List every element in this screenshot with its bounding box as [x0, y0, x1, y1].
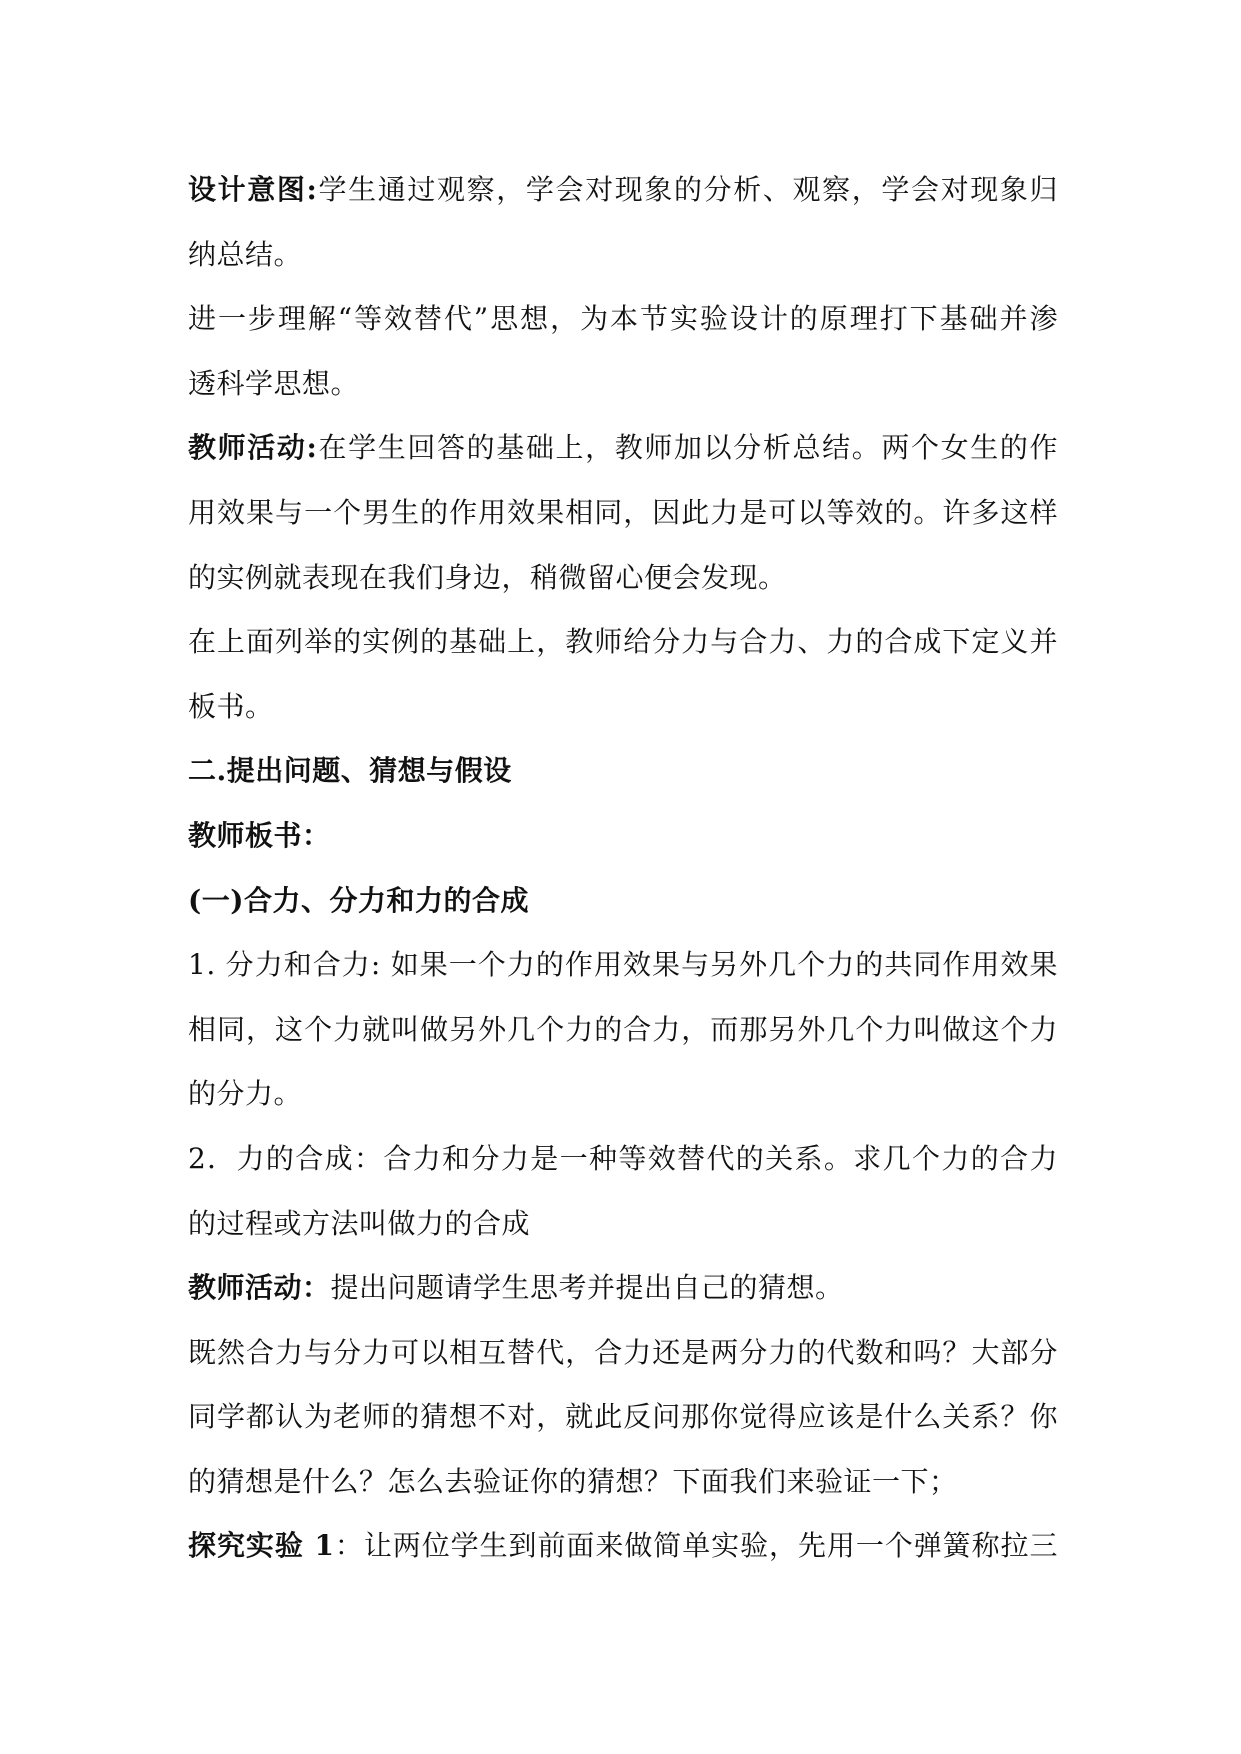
text: 的过程或方法叫做力的合成 — [188, 1206, 531, 1240]
text: 1. 分力和合力: 如果一个力的作用效果与另外几个力的共同作用效果 — [188, 948, 1058, 982]
text: 相同，这个力就叫做另外几个力的合力，而那另外几个力叫做这个力 — [188, 1012, 1058, 1046]
paragraph-resultant-force-line-2 — [188, 998, 1058, 1063]
label-experiment-1: 探究实验 1 — [188, 1529, 335, 1563]
paragraph-force-composition-line-2 — [188, 1192, 1058, 1257]
paragraph-design-intent-line-2 — [188, 223, 1058, 288]
text: 学生通过观察，学会对现象的分析、观察，学会对现象归 — [317, 173, 1058, 206]
label-design-intent: 设计意图: — [188, 173, 318, 206]
heading-teacher-board — [188, 804, 1058, 869]
text: 用效果与一个男生的作用效果相同，因此力是可以等效的。许多这样 — [188, 495, 1058, 529]
paragraph-definition-line-2 — [188, 675, 1058, 740]
paragraph-hypothesis-line-2 — [188, 1385, 1058, 1450]
text: 纳总结。 — [188, 237, 303, 271]
paragraph-resultant-force-line-3 — [188, 1062, 1058, 1127]
paragraph-design-intent-line-1 — [188, 158, 1058, 223]
paragraph-teacher-activity-line-3 — [188, 546, 1058, 611]
text: 透科学思想。 — [188, 366, 360, 400]
paragraph-equivalent-substitution-line-2 — [188, 352, 1058, 417]
paragraph-teacher-activity-2 — [188, 1256, 1058, 1321]
text: 的分力。 — [188, 1077, 303, 1111]
text: 的实例就表现在我们身边，稍微留心便会发现。 — [188, 560, 787, 594]
heading-text: 二.提出问题、猜想与假设 — [188, 754, 512, 788]
label-teacher-activity-2: 教师活动： — [188, 1271, 331, 1305]
text: ：让两位学生到前面来做简单实验，先用一个弹簧称拉三 — [334, 1529, 1058, 1563]
text: 进一步理解“等效替代”思想，为本节实验设计的原理打下基础并渗 — [188, 302, 1058, 336]
text: 板书。 — [188, 689, 274, 723]
text: 在上面列举的实例的基础上，教师给分力与合力、力的合成下定义并 — [188, 625, 1058, 659]
document-body — [188, 158, 1058, 1579]
subheading-composition-of-forces — [188, 869, 1058, 934]
label-teacher-activity: 教师活动: — [188, 431, 318, 465]
paragraph-teacher-activity-line-1 — [188, 416, 1058, 481]
section-heading-questions — [188, 739, 1058, 804]
paragraph-hypothesis-line-3 — [188, 1450, 1058, 1515]
paragraph-teacher-activity-line-2 — [188, 481, 1058, 546]
text: 在学生回答的基础上，教师加以分析总结。两个女生的作 — [317, 431, 1058, 465]
text: 提出问题请学生思考并提出自己的猜想。 — [330, 1271, 844, 1305]
paragraph-definition-line-1 — [188, 610, 1058, 675]
paragraph-force-composition-line-1 — [188, 1127, 1058, 1192]
text: 的猜想是什么？怎么去验证你的猜想？下面我们来验证一下； — [188, 1464, 958, 1498]
paragraph-experiment-1 — [188, 1514, 1058, 1579]
text: 既然合力与分力可以相互替代，合力还是两分力的代数和吗？大部分 — [188, 1335, 1058, 1369]
paragraph-hypothesis-line-1 — [188, 1321, 1058, 1386]
paragraph-equivalent-substitution-line-1 — [188, 287, 1058, 352]
paragraph-resultant-force-line-1 — [188, 933, 1058, 998]
text: 2．力的合成：合力和分力是一种等效替代的关系。求几个力的合力 — [188, 1141, 1058, 1175]
heading-text: (一)合力、分力和力的合成 — [188, 883, 529, 917]
text: 同学都认为老师的猜想不对，就此反问那你觉得应该是什么关系？你 — [188, 1400, 1058, 1434]
heading-text: 教师板书： — [188, 818, 331, 852]
